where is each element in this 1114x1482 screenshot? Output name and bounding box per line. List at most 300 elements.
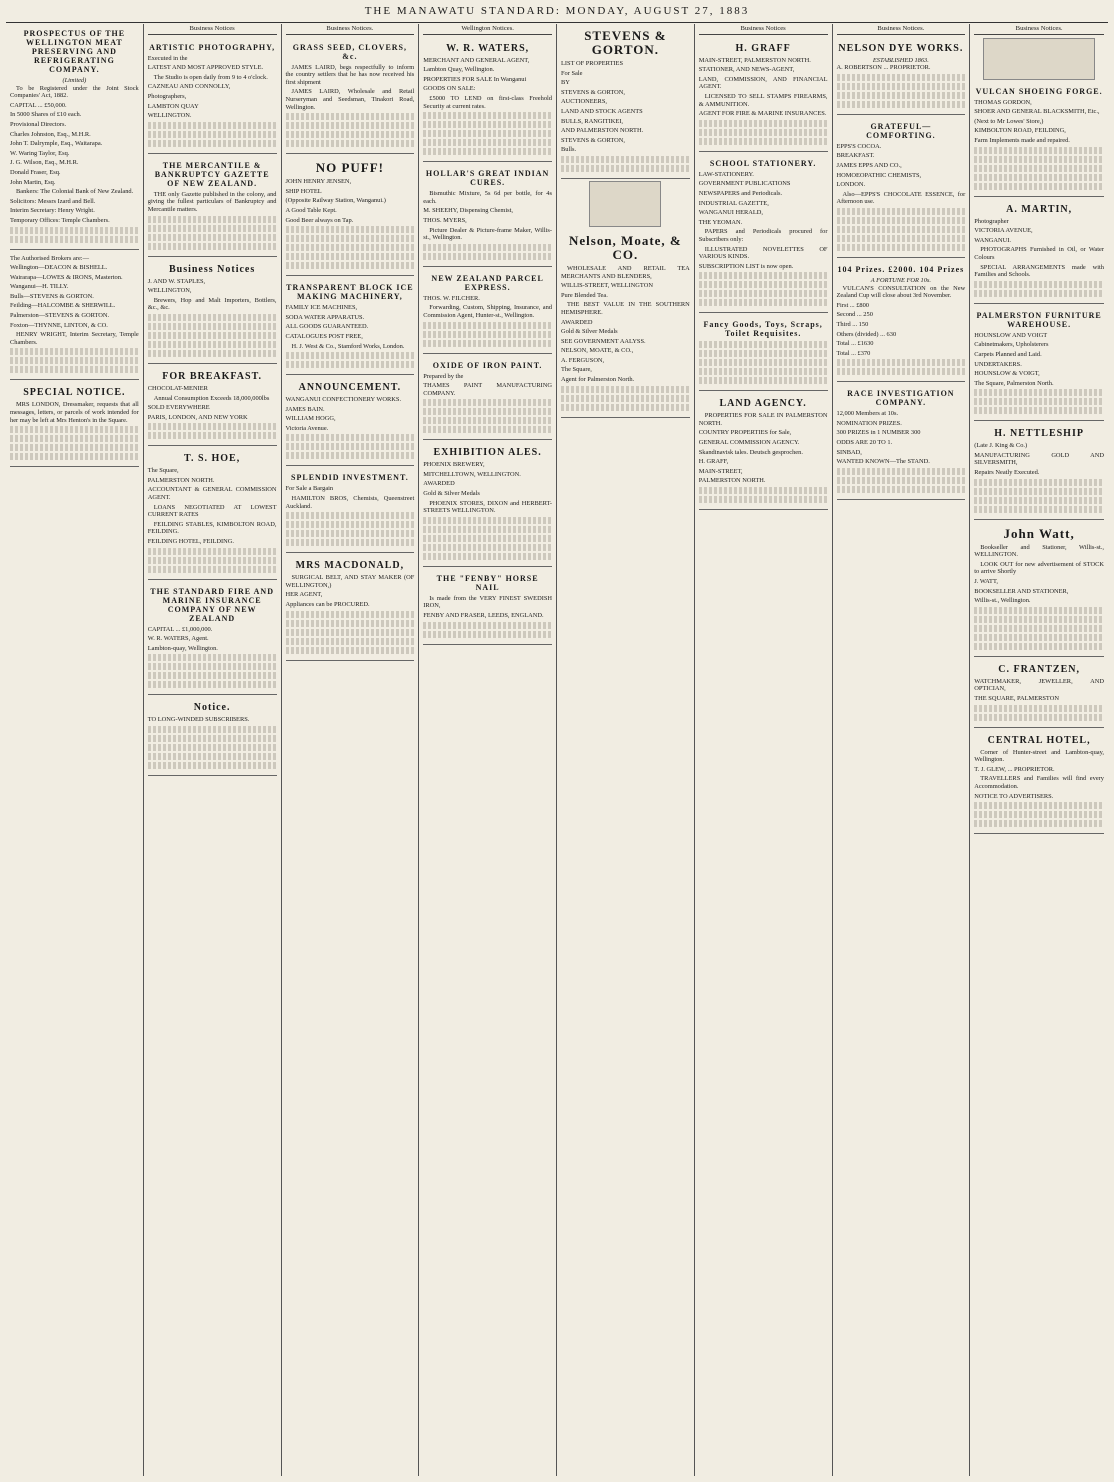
body-type bbox=[837, 208, 966, 215]
ad-line: Pure Blended Tea. bbox=[561, 291, 608, 299]
ad-line: THAMES PAINT MANUFACTURING COMPANY. bbox=[423, 382, 552, 397]
horse-illustration bbox=[983, 38, 1095, 80]
column-heading: Business Notices bbox=[699, 24, 828, 35]
ad-line: LAW-STATIONERY. bbox=[698, 170, 754, 178]
ad-line: CAPITAL ... £50,000. bbox=[10, 101, 67, 109]
ad-line: MAIN-STREET, bbox=[698, 467, 743, 475]
column-1 bbox=[6, 24, 144, 1476]
ad-title: TRANSPARENT BLOCK ICE MAKING MACHINERY, bbox=[286, 283, 414, 302]
ad-line: MERCHANT AND GENERAL AGENT, bbox=[423, 56, 530, 64]
ad-title: MRS MACDONALD, bbox=[295, 560, 405, 572]
body-type bbox=[423, 622, 552, 629]
body-type bbox=[423, 244, 552, 251]
ad-title: 104 Prizes. £2000. 104 Prizes bbox=[837, 264, 965, 274]
body-type bbox=[423, 331, 552, 338]
ad-line: Good Beer always on Tap. bbox=[285, 216, 354, 224]
ad-line: AND PALMERSTON NORTH. bbox=[561, 127, 644, 135]
ad-line: W. Waring Taylor, Esq. bbox=[10, 149, 70, 157]
body-type bbox=[148, 122, 277, 129]
ad-title: STEVENS & GORTON. bbox=[584, 28, 667, 57]
ad-line: Provisional Directors. bbox=[10, 120, 67, 128]
ad-line: AGENT FOR FIRE & MARINE INSURANCES. bbox=[698, 110, 827, 118]
ad-line: AWARDED bbox=[423, 480, 455, 488]
body-type bbox=[974, 497, 1104, 504]
ad-line: WATCHMAKER, JEWELLER, AND OPTICIAN, bbox=[974, 677, 1104, 693]
ad-line: MANUFACTURING GOLD AND SILVERSMITH, bbox=[974, 451, 1104, 467]
body-type bbox=[837, 217, 966, 224]
body-type bbox=[148, 663, 277, 670]
body-type bbox=[10, 426, 139, 433]
body-type bbox=[286, 434, 415, 441]
body-type bbox=[286, 131, 415, 138]
body-type bbox=[286, 647, 415, 654]
masthead: THE MANAWATU STANDARD: MONDAY, AUGUST 27, 1883 bbox=[364, 5, 750, 17]
ad-line: Charles Johnston, Esq., M.H.R. bbox=[10, 130, 91, 138]
body-type bbox=[423, 417, 552, 424]
ad-title: H. GRAFF bbox=[735, 42, 791, 54]
ad-line: CAPITAL ... £1,000,000. bbox=[147, 625, 213, 633]
advertisement bbox=[699, 315, 828, 391]
ad-line: Also—EPPS'S CHOCOLATE ESSENCE, for Afternoon use. bbox=[836, 190, 966, 206]
ad-line: J. AND W. STAPLES, bbox=[147, 277, 206, 285]
advertisement bbox=[974, 199, 1104, 304]
body-type bbox=[561, 165, 690, 172]
body-type bbox=[837, 92, 966, 99]
body-type bbox=[423, 139, 552, 146]
ad-line: Victoria Avenue. bbox=[285, 424, 329, 432]
ad-line: WILLIAM HOGG, bbox=[285, 415, 336, 423]
column-5 bbox=[557, 24, 695, 1476]
ad-line: PHOTOGRAPHS Furnished in Oil, or Water Colours bbox=[974, 246, 1104, 261]
ad-line: (Late J. King & Co.) bbox=[974, 442, 1028, 450]
ad-line: ODDS ARE 20 TO 1. bbox=[836, 439, 893, 447]
body-type bbox=[10, 357, 139, 364]
ad-line: LAND AND STOCK AGENTS bbox=[561, 107, 643, 115]
ad-line: Photographers, bbox=[147, 92, 187, 100]
body-type bbox=[699, 272, 828, 279]
body-type bbox=[148, 140, 277, 147]
ad-line: CATALOGUES POST FREE, bbox=[285, 332, 363, 340]
advertisement bbox=[699, 393, 828, 510]
ad-line: MRS LONDON, Dressmaker, requests that all messages, letters, or parcels of work intended for her may be left at Mrs Henton's in the Square. bbox=[10, 401, 139, 424]
body-type bbox=[561, 386, 690, 393]
ad-line: LATEST AND MOST APPROVED STYLE. bbox=[147, 64, 264, 72]
ad-line: A. ROBERTSON ... PROPRIETOR. bbox=[836, 64, 931, 72]
column-6 bbox=[695, 24, 833, 1476]
body-type bbox=[10, 453, 139, 460]
ad-title: W. R. WATERS, bbox=[446, 42, 530, 54]
body-type bbox=[974, 616, 1104, 623]
ad-title: A. MARTIN, bbox=[1006, 203, 1073, 215]
ad-line: PROPERTIES FOR SALE IN PALMERSTON NORTH. bbox=[698, 412, 828, 427]
advertisement bbox=[286, 278, 415, 375]
ad-line: The Square, Palmerston North. bbox=[974, 379, 1054, 387]
ad-title: PROSPECTUS OF THE WELLINGTON MEAT PRESERVING AND REFRIGERATING COMPANY. bbox=[23, 29, 126, 74]
body-type bbox=[423, 112, 552, 119]
body-type bbox=[286, 352, 415, 359]
body-type bbox=[10, 227, 139, 234]
ad-line: Bulls. bbox=[561, 146, 577, 154]
advertisement bbox=[837, 260, 966, 382]
ad-line: WANGANUI. bbox=[974, 236, 1011, 244]
ad-line: Wanganui—H. TILLY. bbox=[10, 283, 69, 291]
ad-line: WELLINGTON, bbox=[147, 287, 192, 295]
body-type bbox=[148, 726, 277, 733]
ad-line: KIMBOLTON ROAD, FEILDING, bbox=[974, 127, 1066, 135]
body-type bbox=[699, 359, 828, 366]
ad-line: NELSON, MOATE, & CO., bbox=[561, 347, 634, 355]
advertisement bbox=[423, 569, 552, 645]
ad-title: NELSON DYE WORKS. bbox=[838, 42, 964, 54]
body-type bbox=[423, 130, 552, 137]
body-type bbox=[974, 147, 1104, 154]
body-type bbox=[974, 705, 1104, 712]
body-type bbox=[286, 521, 415, 528]
ad-line: Foxton—THYNNE, LINTON, & CO. bbox=[10, 321, 108, 329]
ad-line: Cabinetmakers, Upholsterers bbox=[974, 341, 1049, 349]
body-type bbox=[974, 290, 1104, 297]
ad-line: BOOKSELLER AND STATIONER, bbox=[974, 587, 1069, 595]
advertisement bbox=[286, 555, 415, 660]
advertisement bbox=[974, 522, 1104, 657]
ad-line: BREAKFAST. bbox=[836, 152, 875, 160]
body-type bbox=[10, 444, 139, 451]
body-type bbox=[974, 643, 1104, 650]
ad-line: WANGANUI HERALD, bbox=[698, 209, 764, 217]
body-type bbox=[148, 672, 277, 679]
ad-line: Brewers, Hop and Malt Importers, Bottlers, &c., &c. bbox=[147, 296, 277, 312]
column-heading: Business Notices. bbox=[837, 24, 966, 35]
body-type bbox=[286, 539, 415, 546]
ad-line: COUNTRY PROPERTIES for Sale, bbox=[698, 429, 792, 437]
ad-line: Wairarapa—LOWES & IRONS, Masterton. bbox=[10, 273, 123, 281]
advertisement bbox=[974, 306, 1104, 422]
column-heading: Business Notices. bbox=[974, 24, 1104, 35]
ad-line: SUBSCRIPTION LIST is now open. bbox=[698, 262, 794, 270]
body-type bbox=[974, 820, 1104, 827]
column-8 bbox=[970, 24, 1108, 1476]
ad-line: Solicitors: Messrs Izard and Bell. bbox=[10, 197, 96, 205]
body-type bbox=[699, 299, 828, 306]
ad-line: THOS. W. FILCHER. bbox=[423, 294, 480, 302]
body-type bbox=[286, 452, 415, 459]
body-type bbox=[837, 468, 966, 475]
advertisement bbox=[423, 269, 552, 354]
ad-title: NEW ZEALAND PARCEL EXPRESS. bbox=[431, 273, 544, 292]
body-type bbox=[423, 526, 552, 533]
body-type bbox=[561, 156, 690, 163]
ad-line: Corner of Hunter-street and Lambton-quay, Wellington. bbox=[974, 748, 1104, 764]
ad-line: LOOK OUT for new advertisement of STOCK to arrive Shortly bbox=[974, 560, 1104, 576]
body-type bbox=[148, 350, 277, 357]
advertisement bbox=[837, 38, 966, 115]
body-type bbox=[837, 101, 966, 108]
ad-line: INDUSTRIAL GAZETTE, bbox=[698, 199, 769, 207]
ad-line: JAMES EPPS AND CO., bbox=[836, 161, 902, 169]
ad-line: TRAVELLERS and Families will find every Accommodation. bbox=[974, 775, 1104, 790]
column-7 bbox=[833, 24, 971, 1476]
advertisement bbox=[148, 697, 277, 776]
ad-line: LOANS NEGOTIATED AT LOWEST CURRENT RATES bbox=[147, 503, 277, 519]
ad-line: HER AGENT, bbox=[285, 591, 323, 599]
body-type bbox=[10, 435, 139, 442]
ad-line: Others (divided) ... 630 bbox=[836, 330, 897, 338]
ad-line: (Opposite Railway Station, Wanganui.) bbox=[285, 197, 386, 205]
body-type bbox=[423, 148, 552, 155]
advertisement bbox=[423, 442, 552, 567]
body-type bbox=[837, 244, 966, 251]
body-type bbox=[561, 404, 690, 411]
ad-title: PALMERSTON FURNITURE WAREHOUSE. bbox=[976, 310, 1102, 329]
ad-line: Third ... 150 bbox=[836, 320, 869, 328]
body-type bbox=[974, 811, 1104, 818]
ad-line: BY bbox=[561, 79, 570, 87]
advertisement bbox=[148, 582, 277, 696]
ad-line: VULCAN'S CONSULTATION on the New Zealand Cup will close about 3rd November. bbox=[836, 284, 966, 300]
ad-title: GRATEFUL—COMFORTING. bbox=[866, 121, 936, 140]
body-type bbox=[10, 366, 139, 373]
advertisement bbox=[10, 382, 139, 467]
ad-line: JAMES LAIRD, begs respectfully to inform the country settlers that he has now received his first shipment bbox=[285, 63, 415, 86]
advertisement bbox=[10, 24, 139, 250]
body-type bbox=[148, 548, 277, 555]
ad-line: Photographer bbox=[974, 217, 1009, 225]
body-type bbox=[10, 348, 139, 355]
body-type bbox=[974, 607, 1104, 614]
body-type bbox=[148, 332, 277, 339]
ad-subtitle: ESTABLISHED 1863. bbox=[872, 56, 929, 64]
ad-line: A. FERGUSON, bbox=[561, 356, 605, 364]
ad-line: SURGICAL BELT, AND STAY MAKER (OF WELLINGTON,) bbox=[285, 574, 415, 589]
ad-line: STEVENS & GORTON, bbox=[561, 88, 625, 96]
advertisement bbox=[699, 38, 828, 152]
advertisement bbox=[286, 38, 415, 155]
ad-line: WANGANUI CONFECTIONERY WORKS. bbox=[285, 396, 402, 404]
body-type bbox=[286, 113, 415, 120]
body-type bbox=[286, 361, 415, 368]
body-type bbox=[148, 131, 277, 138]
ad-line: T. J. GLEW, ... PROPRIETOR. bbox=[974, 765, 1055, 773]
advertisement bbox=[10, 252, 139, 381]
body-type bbox=[974, 174, 1104, 181]
ad-title: NO PUFF! bbox=[315, 160, 385, 176]
ad-line: In 5000 Shares of £10 each. bbox=[10, 111, 82, 119]
body-type bbox=[286, 244, 415, 251]
body-type bbox=[699, 350, 828, 357]
body-type bbox=[148, 654, 277, 661]
ad-line: THOMAS GORDON, bbox=[974, 98, 1032, 106]
ad-line: W. R. WATERS, Agent. bbox=[147, 635, 209, 643]
ad-title: T. S. HOE, bbox=[184, 453, 241, 465]
ad-line: FENBY AND FRASER, LEEDS, ENGLAND. bbox=[423, 612, 544, 620]
body-type bbox=[974, 488, 1104, 495]
ad-line: VICTORIA AVENUE, bbox=[974, 227, 1033, 235]
ad-line: Palmerston—STEVENS & GORTON. bbox=[10, 312, 110, 320]
ad-title: Business Notices bbox=[168, 263, 256, 275]
ad-title: CENTRAL HOTEL, bbox=[987, 734, 1091, 746]
body-type bbox=[423, 426, 552, 433]
advertisement bbox=[148, 38, 277, 154]
ad-line: PALMERSTON NORTH. bbox=[698, 477, 766, 485]
ad-line: GOVERNMENT PUBLICATIONS bbox=[698, 180, 791, 188]
ad-line: Interim Secretary: Henry Wright. bbox=[10, 207, 95, 215]
body-type bbox=[974, 398, 1104, 405]
advertisement bbox=[561, 229, 690, 418]
ad-line: UNDERTAKERS. bbox=[974, 360, 1022, 368]
body-type bbox=[837, 74, 966, 81]
ad-line: AWARDED bbox=[561, 318, 593, 326]
body-type bbox=[974, 407, 1104, 414]
ad-line: CHOCOLAT-MENIER bbox=[147, 384, 208, 392]
advertisement bbox=[561, 24, 690, 179]
ad-title: GRASS SEED, CLOVERS, &c. bbox=[292, 42, 407, 61]
body-type bbox=[699, 290, 828, 297]
ad-title: John Watt, bbox=[1003, 525, 1075, 541]
body-type bbox=[286, 226, 415, 233]
body-type bbox=[837, 226, 966, 233]
ad-title: HOLLAR'S GREAT INDIAN CURES. bbox=[425, 169, 550, 188]
ad-title: THE STANDARD FIRE AND MARINE INSURANCE COMPANY OF NEW ZEALAND bbox=[150, 586, 274, 623]
ad-title: Nelson, Moate, & CO. bbox=[568, 232, 682, 262]
advertisement bbox=[286, 156, 415, 276]
body-type bbox=[286, 140, 415, 147]
ad-line: For Sale bbox=[561, 69, 583, 77]
ad-line: SEE GOVERNMENT AALYSS. bbox=[561, 337, 646, 345]
body-type bbox=[423, 535, 552, 542]
ad-line: WANTED KNOWN—The STAND. bbox=[836, 458, 930, 466]
ad-title: SPLENDID INVESTMENT. bbox=[291, 473, 409, 483]
body-type bbox=[837, 368, 966, 375]
body-type bbox=[148, 762, 277, 769]
body-type bbox=[148, 423, 277, 430]
body-type bbox=[148, 341, 277, 348]
body-type bbox=[699, 120, 828, 127]
body-type bbox=[423, 544, 552, 551]
ad-line: J. G. Wilson, Esq., M.H.R. bbox=[10, 159, 79, 167]
ad-line: Carpets Planned and Laid. bbox=[974, 350, 1042, 358]
ad-line: The Square, bbox=[147, 467, 179, 475]
ad-title: RACE INVESTIGATION COMPANY. bbox=[847, 389, 955, 408]
ad-line: NOTICE TO ADVERTISERS. bbox=[974, 792, 1054, 800]
ad-line: Farm Implements made and repaired. bbox=[974, 136, 1070, 144]
body-type bbox=[974, 634, 1104, 641]
body-type bbox=[974, 714, 1104, 721]
ad-line: Bankers: The Colonial Bank of New Zealand. bbox=[16, 188, 134, 196]
ad-line: J. WATT, bbox=[974, 578, 998, 586]
advertisement bbox=[148, 448, 277, 579]
ad-line: NOMINATION PRIZES. bbox=[836, 419, 902, 427]
body-type bbox=[974, 389, 1104, 396]
column-heading: Business Notices. bbox=[286, 24, 415, 35]
body-type bbox=[286, 611, 415, 618]
ad-line: H. J. West & Co., Stamford Works, London. bbox=[291, 342, 405, 350]
body-type bbox=[699, 138, 828, 145]
ad-line: Temporary Offices: Temple Chambers. bbox=[10, 216, 110, 224]
advertisement bbox=[423, 356, 552, 441]
ad-title: EXHIBITION ALES. bbox=[433, 447, 542, 459]
ad-line: NEWSPAPERS and Periodicals. bbox=[698, 189, 783, 197]
ad-line: John Martin, Esq. bbox=[10, 178, 56, 186]
body-type bbox=[974, 183, 1104, 190]
body-type bbox=[699, 341, 828, 348]
advertisement bbox=[286, 468, 415, 553]
body-type bbox=[974, 802, 1104, 809]
advertisement bbox=[148, 156, 277, 257]
ad-line: PROPERTIES FOR SALE In Wanganui bbox=[423, 75, 527, 83]
ad-line: Willis-st., Wellington. bbox=[974, 597, 1031, 605]
ad-line: 12,000 Members at 10s. bbox=[836, 410, 899, 418]
ad-line: First ... £800 bbox=[836, 301, 869, 309]
ad-line: THE only Gazette published in the colony, and giving the fullest particulars of Bankruptcy and Mercantile matters. bbox=[147, 190, 277, 213]
ad-line: SINBAD, bbox=[836, 448, 862, 456]
body-type bbox=[423, 340, 552, 347]
ad-title: ANNOUNCEMENT. bbox=[298, 382, 402, 394]
body-type bbox=[974, 281, 1104, 288]
body-type bbox=[148, 216, 277, 223]
ad-line: MITCHELLTOWN, WELLINGTON. bbox=[423, 470, 521, 478]
ad-title: Notice. bbox=[193, 702, 231, 714]
ad-subtitle: (Limited) bbox=[62, 77, 87, 84]
ad-line: Lambton-quay, Wellington. bbox=[147, 644, 218, 652]
ad-line: Appliances can be PROCURED. bbox=[285, 601, 370, 609]
body-type bbox=[699, 496, 828, 503]
ad-line: PARIS, LONDON, AND NEW YORK bbox=[147, 413, 248, 421]
ad-line: Total ... £370 bbox=[836, 349, 871, 357]
ad-line: Wellington—DEACON & BISHELL. bbox=[10, 264, 108, 272]
body-type bbox=[286, 443, 415, 450]
ad-line: To be Registered under the Joint Stock Companies' Act, 1882. bbox=[10, 84, 139, 100]
ad-line: Is made from the VERY FINEST SWEDISH IRON, bbox=[423, 594, 552, 610]
ad-line: The Authorised Brokers are:— bbox=[10, 254, 89, 262]
ad-line: Lambton Quay, Wellington. bbox=[423, 66, 495, 74]
ad-line: Picture Dealer & Picture-frame Maker, Willis-st., Wellington. bbox=[423, 226, 552, 242]
body-type bbox=[148, 566, 277, 573]
ad-line: LICENSED TO SELL STAMPS FIREARMS, & AMMUNITION. bbox=[698, 92, 828, 108]
body-type bbox=[148, 735, 277, 742]
ad-line: CAZNEAU AND CONNOLLY, bbox=[147, 83, 231, 91]
body-type bbox=[423, 408, 552, 415]
ad-line: SODA WATER APPARATUS. bbox=[285, 313, 365, 321]
ad-title: Fancy Goods, Toys, Scraps, Toilet Requisites. bbox=[703, 320, 823, 339]
advertisement bbox=[974, 423, 1104, 519]
ad-title: SPECIAL NOTICE. bbox=[23, 387, 126, 399]
ad-line: GENERAL COMMISSION AGENCY. bbox=[698, 439, 800, 447]
ad-title: THE MERCANTILE & BANKRUPTCY GAZETTE OF NEW ZEALAND. bbox=[154, 160, 270, 188]
ad-line: For Sale a Bargain bbox=[285, 485, 334, 493]
body-type bbox=[837, 83, 966, 90]
ad-line: ACCOUNTANT & GENERAL COMMISSION AGENT. bbox=[147, 486, 277, 502]
advertisement bbox=[148, 259, 277, 364]
ad-line: STEVENS & GORTON, bbox=[561, 136, 625, 144]
teapot-illustration bbox=[589, 181, 661, 227]
body-type bbox=[148, 681, 277, 688]
ad-line: Donald Fraser, Esq. bbox=[10, 168, 61, 176]
ad-line: H. GRAFF, bbox=[698, 458, 729, 466]
ad-line: Bulls—STEVENS & GORTON. bbox=[10, 292, 94, 300]
ad-line: (Next to Mr Lowes' Store,) bbox=[974, 117, 1044, 125]
masthead-rule bbox=[6, 22, 1108, 23]
ad-line: WILLIS-STREET, WELLINGTON bbox=[561, 282, 653, 290]
ad-line: JOHN HENRY JENSEN, bbox=[285, 178, 352, 186]
body-type bbox=[423, 253, 552, 260]
body-type bbox=[699, 368, 828, 375]
body-type bbox=[423, 631, 552, 638]
ad-line: Total ... £1630 bbox=[836, 340, 874, 348]
ad-line: ALL GOODS GUARANTEED. bbox=[285, 323, 369, 331]
body-type bbox=[286, 512, 415, 519]
body-type bbox=[148, 744, 277, 751]
ad-title: OXIDE OF IRON PAINT. bbox=[432, 360, 543, 370]
